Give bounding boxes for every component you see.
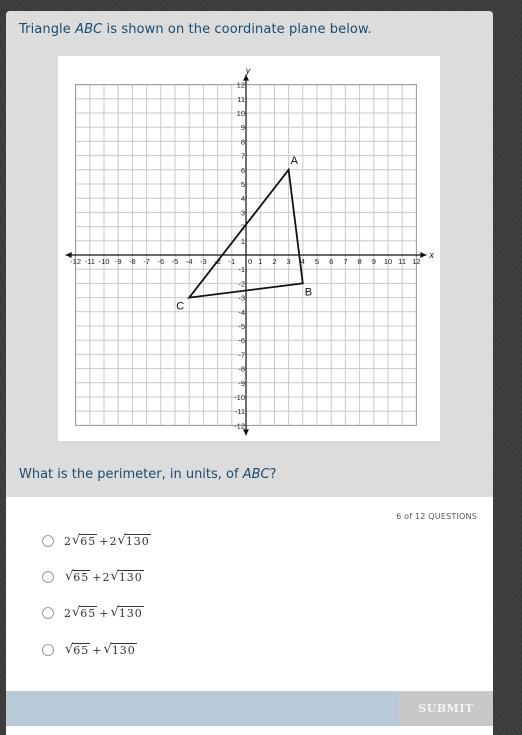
x-tick-label: -1 bbox=[228, 257, 236, 266]
x-tick-label: -9 bbox=[114, 257, 122, 266]
x-tick-label: -8 bbox=[129, 257, 136, 266]
y-tick-label: -7 bbox=[238, 350, 245, 360]
y-tick-label: -1 bbox=[238, 265, 245, 275]
y-tick-label: 3 bbox=[240, 208, 245, 218]
submit-button[interactable]: SUBMIT bbox=[399, 691, 493, 726]
square-root bbox=[111, 606, 144, 620]
y-tick-label: 9 bbox=[240, 123, 245, 133]
x-tick-label: 3 bbox=[286, 257, 291, 266]
x-tick-label: 7 bbox=[343, 257, 348, 266]
x-tick-label: 10 bbox=[383, 257, 393, 266]
radio-button[interactable] bbox=[42, 535, 54, 547]
y-tick-label: -2 bbox=[238, 279, 245, 289]
radio-button[interactable] bbox=[42, 644, 54, 656]
radical-icon: √ bbox=[65, 642, 74, 657]
x-axis-arrow-right-icon bbox=[420, 252, 426, 258]
operator: + bbox=[99, 606, 109, 620]
x-tick-label: -7 bbox=[143, 257, 150, 266]
x-tick-label: 5 bbox=[314, 257, 320, 266]
x-tick-label: 1 bbox=[258, 257, 263, 266]
x-tick-label: 4 bbox=[300, 257, 305, 266]
question-prompt: Triangle ABC is shown on the coordinate plane below. bbox=[19, 22, 372, 37]
question-text: What is the perimeter, in units, of ABC? bbox=[19, 467, 277, 482]
radicand: 130 bbox=[118, 607, 143, 620]
x-tick-label: 11 bbox=[398, 257, 407, 266]
answer-choice-4[interactable] bbox=[42, 639, 242, 661]
square-root bbox=[65, 643, 90, 657]
radicand: 130 bbox=[111, 644, 136, 657]
y-tick-label: -9 bbox=[238, 378, 245, 388]
vertex-label-a: A bbox=[290, 154, 298, 167]
radicand: 130 bbox=[125, 535, 150, 548]
coefficient: 2 bbox=[64, 534, 71, 548]
radical-icon: √ bbox=[117, 533, 126, 548]
y-tick-label: 5 bbox=[240, 180, 245, 189]
x-tick-label: -11 bbox=[84, 257, 95, 266]
y-tick-label: -8 bbox=[238, 364, 245, 374]
y-axis-label: y bbox=[245, 65, 251, 76]
y-tick-label: -11 bbox=[234, 407, 245, 417]
origin-tick-label: 0 bbox=[248, 257, 253, 266]
x-tick-label: 8 bbox=[357, 257, 362, 266]
y-tick-label: -3 bbox=[238, 293, 245, 303]
x-tick-label: -6 bbox=[157, 257, 165, 266]
coordinate-plane-svg bbox=[58, 56, 440, 441]
choice-expression bbox=[64, 534, 152, 548]
vertex-label-b: B bbox=[304, 286, 313, 299]
operator: + bbox=[99, 534, 109, 548]
radio-button[interactable] bbox=[42, 607, 54, 619]
y-tick-label: 12 bbox=[236, 80, 245, 90]
square-root bbox=[111, 570, 144, 584]
radicand: 65 bbox=[80, 607, 97, 620]
square-root bbox=[72, 534, 97, 548]
radicand: 65 bbox=[80, 535, 97, 548]
operator: + bbox=[92, 643, 102, 657]
radio-button[interactable] bbox=[42, 571, 54, 583]
radicand: 130 bbox=[118, 571, 143, 584]
radical-icon: √ bbox=[65, 569, 74, 584]
y-tick-label: 6 bbox=[240, 165, 245, 175]
x-axis-label: x bbox=[429, 250, 434, 260]
question-counter: 6 of 12 QUESTIONS bbox=[396, 512, 477, 521]
radical-icon: √ bbox=[103, 642, 112, 657]
y-tick-label: 7 bbox=[240, 151, 245, 161]
square-root bbox=[65, 570, 90, 584]
radical-icon: √ bbox=[110, 569, 119, 584]
coefficient: 2 bbox=[102, 570, 110, 584]
x-tick-label: 9 bbox=[371, 257, 376, 266]
question-panel bbox=[6, 11, 493, 497]
y-tick-label: -10 bbox=[234, 393, 245, 402]
question-card bbox=[6, 11, 493, 735]
y-tick-label: -6 bbox=[238, 336, 245, 346]
x-tick-label: -5 bbox=[171, 257, 179, 266]
y-tick-label: -4 bbox=[238, 307, 245, 317]
x-tick-label: -12 bbox=[70, 257, 82, 266]
y-tick-label: 8 bbox=[240, 137, 245, 147]
square-root bbox=[72, 606, 97, 620]
answer-choice-2[interactable] bbox=[42, 566, 242, 588]
x-tick-label: -2 bbox=[214, 257, 221, 266]
x-tick-label: 6 bbox=[329, 257, 334, 266]
radicand: 65 bbox=[73, 644, 90, 657]
x-tick-label: -3 bbox=[200, 257, 207, 266]
coordinate-plane bbox=[58, 56, 440, 441]
x-tick-label: -10 bbox=[98, 257, 110, 266]
operator: + bbox=[92, 570, 102, 584]
y-tick-label: 1 bbox=[240, 236, 245, 246]
radical-icon: √ bbox=[72, 533, 81, 548]
y-tick-label: 2 bbox=[240, 222, 245, 232]
x-tick-label: 2 bbox=[272, 257, 277, 266]
choice-expression bbox=[64, 643, 138, 657]
answer-choice-3[interactable] bbox=[42, 602, 242, 624]
x-tick-label: 12 bbox=[412, 257, 421, 266]
radical-icon: √ bbox=[72, 605, 81, 620]
square-root bbox=[104, 643, 137, 657]
choice-expression bbox=[64, 606, 145, 620]
answer-choice-1[interactable] bbox=[42, 530, 242, 552]
choice-expression bbox=[64, 570, 145, 584]
y-tick-label: 4 bbox=[240, 194, 245, 204]
radicand: 65 bbox=[73, 571, 90, 584]
radical-icon: √ bbox=[110, 605, 119, 620]
y-tick-label: 10 bbox=[236, 109, 245, 118]
vertex-label-c: C bbox=[176, 300, 185, 313]
square-root bbox=[118, 534, 151, 548]
x-tick-label: -4 bbox=[185, 257, 193, 266]
coefficient: 2 bbox=[64, 606, 71, 620]
y-tick-label: -5 bbox=[238, 322, 245, 331]
coefficient: 2 bbox=[109, 534, 117, 548]
y-tick-label: -12 bbox=[234, 421, 245, 431]
y-tick-label: 11 bbox=[237, 94, 245, 104]
